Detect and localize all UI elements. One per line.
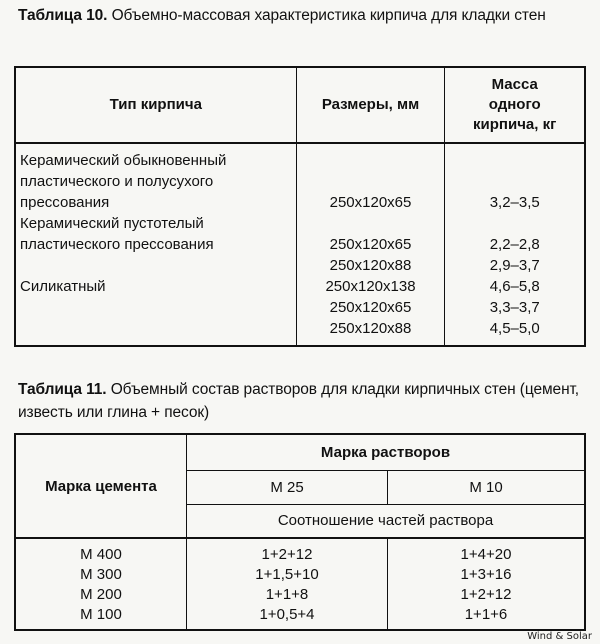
- watermark: Wind & Solar: [527, 631, 592, 642]
- table10-caption-label: Таблица 10.: [18, 7, 108, 24]
- brick-type-cell-line: пластического и полусухого: [20, 173, 214, 190]
- header-cement-grade: Марка цемента: [15, 434, 187, 538]
- brick-type-cell-line: Керамический пустотелый: [20, 215, 204, 232]
- header-dimensions: Размеры, мм: [296, 67, 445, 143]
- mass-cell-line: 4,6–5,8: [489, 278, 540, 295]
- table11-caption: [18, 378, 584, 424]
- mass-cell-line: 2,2–2,8: [489, 236, 540, 253]
- mortar-composition-table: [14, 433, 586, 631]
- header-m10: М 10: [388, 470, 586, 504]
- header-ratio: Соотношение частей раствора: [187, 504, 586, 538]
- header-m25: М 25: [187, 470, 388, 504]
- dimensions-cell-line: 250x120x88: [329, 320, 412, 337]
- cement-grade-cell: М 100: [15, 605, 187, 630]
- header-mass-text: Масса одного кирпича, кг: [473, 76, 557, 133]
- dimensions-cell-line: [297, 213, 445, 234]
- brick-type-cell: [15, 276, 296, 346]
- brick-type-cell-line: Силикатный: [20, 278, 106, 295]
- dimensions-cell: [296, 276, 445, 346]
- m10-ratio-cell: 1+3+16: [388, 565, 586, 585]
- table-row: [15, 276, 585, 346]
- m25-ratio-cell: 1+1+8: [187, 585, 388, 605]
- brick-type-cell-line: пластического прессования: [20, 236, 214, 253]
- dimensions-cell: [296, 213, 445, 276]
- m25-ratio-cell: 1+2+12: [187, 538, 388, 565]
- table-row: [15, 565, 585, 585]
- header-mass: [445, 67, 585, 143]
- dimensions-cell-line: [297, 150, 445, 171]
- dimensions-cell-line: 250x120x138: [325, 278, 416, 295]
- table11-caption-label: Таблица 11.: [18, 381, 107, 398]
- table-row: [15, 143, 585, 213]
- mass-cell: [445, 276, 585, 346]
- brick-type-cell-line: [20, 318, 296, 339]
- brick-type-cell-line: прессования: [20, 194, 110, 211]
- table-row: [15, 538, 585, 565]
- table10-caption: [18, 4, 584, 27]
- cement-grade-cell: М 400: [15, 538, 187, 565]
- dimensions-cell-line: [297, 171, 445, 192]
- table-row: [15, 605, 585, 630]
- mass-cell: [445, 213, 585, 276]
- mass-cell: [445, 143, 585, 213]
- mass-cell-line: 2,9–3,7: [489, 257, 540, 274]
- table-row: [15, 585, 585, 605]
- brick-type-cell-line: Керамический обыкновенный: [20, 152, 227, 169]
- cement-grade-cell: М 300: [15, 565, 187, 585]
- brick-type-cell: [15, 143, 296, 213]
- brick-type-cell: [15, 213, 296, 276]
- header-mortar-grade: Марка растворов: [187, 434, 586, 470]
- dimensions-cell-line: 250x120x65: [329, 299, 412, 316]
- dimensions-cell-line: 250x120x65: [329, 236, 412, 253]
- m10-ratio-cell: 1+4+20: [388, 538, 586, 565]
- header-brick-type: Тип кирпича: [15, 67, 296, 143]
- mass-cell-line: [445, 171, 584, 192]
- cement-grade-cell: М 200: [15, 585, 187, 605]
- m10-ratio-cell: 1+2+12: [388, 585, 586, 605]
- brick-type-cell-line: [20, 297, 296, 318]
- dimensions-cell-line: 250x120x65: [329, 194, 412, 211]
- brick-type-cell-line: [20, 255, 296, 276]
- dimensions-cell-line: 250x120x88: [329, 257, 412, 274]
- mass-cell-line: [445, 213, 584, 234]
- m10-ratio-cell: 1+1+6: [388, 605, 586, 630]
- dimensions-cell: [296, 143, 445, 213]
- table10-caption-text: Объемно-массовая характеристика кирпича для кладки стен: [107, 7, 546, 24]
- m25-ratio-cell: 1+1,5+10: [187, 565, 388, 585]
- mass-cell-line: 3,2–3,5: [489, 194, 540, 211]
- mass-cell-line: 3,3–3,7: [489, 299, 540, 316]
- table11-caption-text: Объемный состав растворов для кладки кирпичных стен (цемент, известь или глина + песок): [18, 381, 580, 421]
- mass-cell-line: [445, 150, 584, 171]
- mass-cell-line: 4,5–5,0: [489, 320, 540, 337]
- m25-ratio-cell: 1+0,5+4: [187, 605, 388, 630]
- table-row: [15, 213, 585, 276]
- brick-characteristics-table: [14, 66, 586, 347]
